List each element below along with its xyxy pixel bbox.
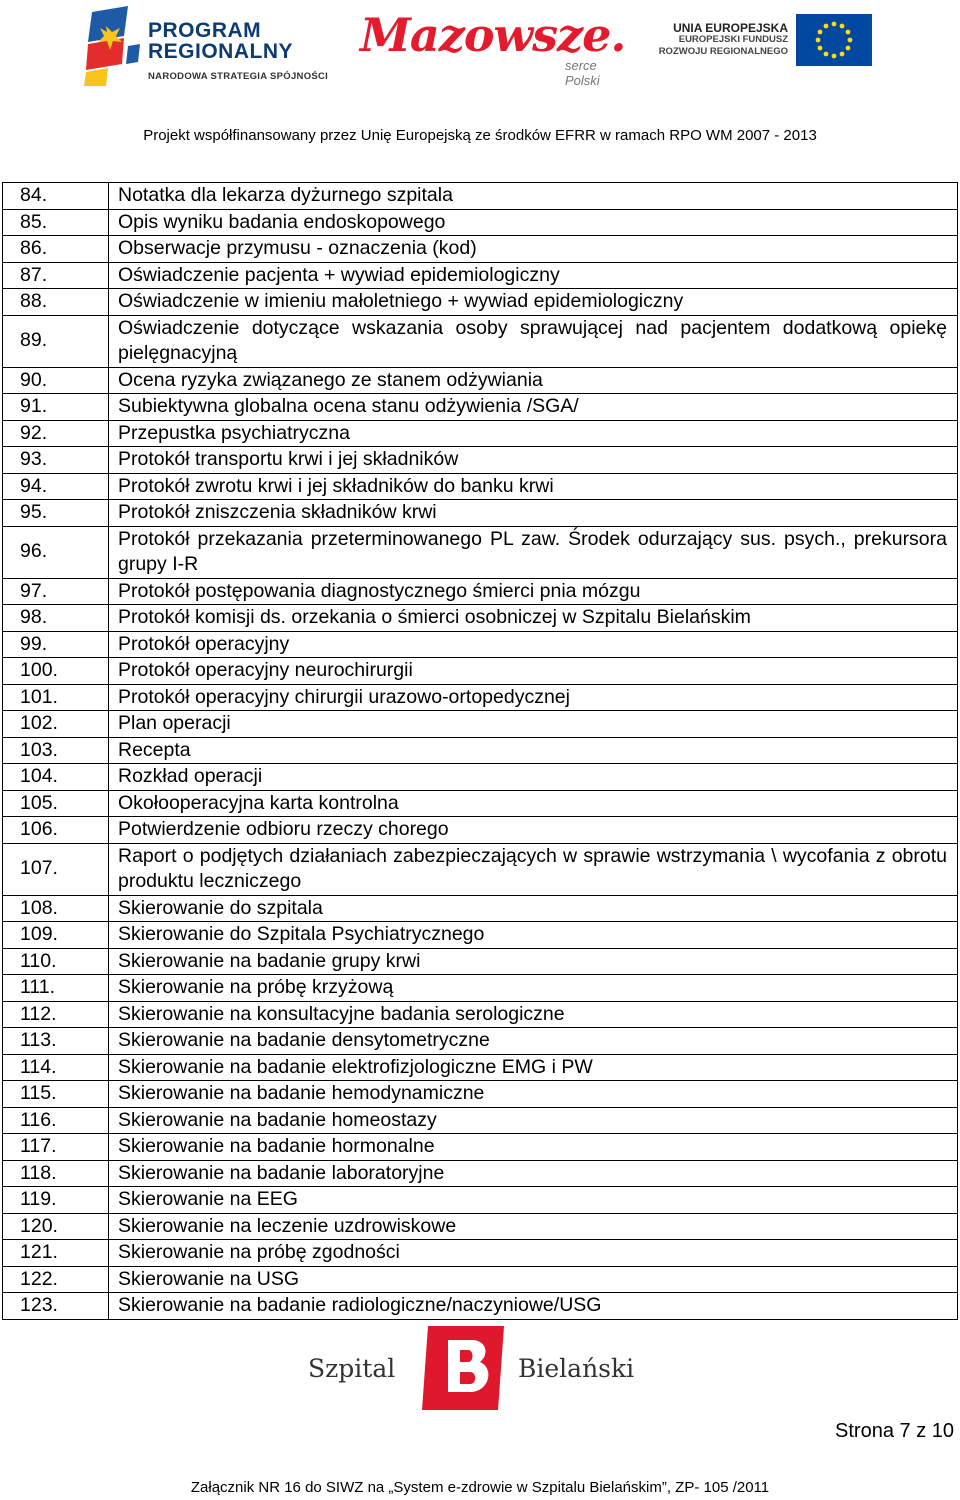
header-logos [0, 0, 960, 110]
row-document-name: Oświadczenie dotyczące wskazania osoby sprawującej nad pacjentem dodatkową opiekę pielęgnacyjną [109, 315, 958, 367]
table-row [3, 711, 958, 738]
szpital-b-mark-icon [418, 1324, 506, 1412]
row-number: 115. [3, 1081, 109, 1108]
table-row [3, 473, 958, 500]
row-number: 92. [3, 420, 109, 447]
table-row [3, 447, 958, 474]
table-row [3, 843, 958, 895]
table-row [3, 289, 958, 316]
row-number: 84. [3, 183, 109, 210]
project-cofinancing-line: Projekt współfinansowany przez Unię Europejską ze środków EFRR w ramach RPO WM 2007 - 2013 [143, 127, 817, 144]
table-row [3, 1266, 958, 1293]
row-document-name: Obserwacje przymusu - oznaczenia (kod) [109, 236, 958, 263]
row-number: 85. [3, 209, 109, 236]
table-row [3, 394, 958, 421]
table-row [3, 500, 958, 527]
table-row [3, 315, 958, 367]
eu-flag-icon [796, 14, 872, 66]
table-row [3, 1240, 958, 1267]
row-number: 98. [3, 605, 109, 632]
row-document-name: Protokół operacyjny chirurgii urazowo-ortopedycznej [109, 684, 958, 711]
table-row [3, 975, 958, 1002]
page-number: Strona 7 z 10 [835, 1420, 954, 1442]
table-row [3, 817, 958, 844]
row-number: 112. [3, 1001, 109, 1028]
row-document-name: Skierowanie na badanie homeostazy [109, 1107, 958, 1134]
eu-line1: UNIA EUROPEJSKA [673, 21, 788, 35]
row-number: 91. [3, 394, 109, 421]
program-regionalny-logo [84, 6, 334, 90]
table-row [3, 526, 958, 578]
row-document-name: Oświadczenie w imieniu małoletniego + wywiad epidemiologiczny [109, 289, 958, 316]
row-number: 120. [3, 1213, 109, 1240]
row-document-name: Przepustka psychiatryczna [109, 420, 958, 447]
row-document-name: Skierowanie na EEG [109, 1187, 958, 1214]
table-row [3, 209, 958, 236]
row-document-name: Skierowanie na USG [109, 1266, 958, 1293]
row-number: 122. [3, 1266, 109, 1293]
table-row [3, 236, 958, 263]
row-document-name: Oświadczenie pacjenta + wywiad epidemiologiczny [109, 262, 958, 289]
eu-logo [656, 12, 876, 72]
row-document-name: Notatka dla lekarza dyżurnego szpitala [109, 183, 958, 210]
row-number: 103. [3, 737, 109, 764]
row-number: 105. [3, 790, 109, 817]
row-number: 93. [3, 447, 109, 474]
row-document-name: Potwierdzenie odbioru rzeczy chorego [109, 817, 958, 844]
row-document-name: Protokół operacyjny [109, 631, 958, 658]
szpital-bielanski-logo [300, 1322, 660, 1417]
footer-note: Załącznik NR 16 do SIWZ na „System e-zdrowie w Szpitalu Bielańskim”, ZP- 105 /2011 [190, 1479, 770, 1496]
row-number: 99. [3, 631, 109, 658]
table-row [3, 764, 958, 791]
table-row [3, 1187, 958, 1214]
row-document-name: Skierowanie na badanie hormonalne [109, 1134, 958, 1161]
row-document-name: Protokół operacyjny neurochirurgii [109, 658, 958, 685]
table-row [3, 367, 958, 394]
table-row [3, 1107, 958, 1134]
table-row [3, 1160, 958, 1187]
row-number: 100. [3, 658, 109, 685]
mazowsze-wordmark: Mazowsze. [360, 8, 626, 62]
table-row [3, 420, 958, 447]
table-row [3, 790, 958, 817]
row-number: 90. [3, 367, 109, 394]
table-row [3, 183, 958, 210]
row-document-name: Skierowanie na badanie densytometryczne [109, 1028, 958, 1055]
mazowsze-logo [360, 8, 626, 88]
row-number: 86. [3, 236, 109, 263]
row-document-name: Skierowanie na badanie grupy krwi [109, 948, 958, 975]
row-number: 107. [3, 843, 109, 895]
row-number: 123. [3, 1293, 109, 1320]
row-number: 87. [3, 262, 109, 289]
row-document-name: Skierowanie na badanie elektrofizjologiczne EMG i PW [109, 1054, 958, 1081]
table-row [3, 1134, 958, 1161]
row-document-name: Opis wyniku badania endoskopowego [109, 209, 958, 236]
eu-line3: ROZWOJU REGIONALNEGO [658, 46, 788, 57]
row-document-name: Skierowanie na próbę zgodności [109, 1240, 958, 1267]
row-number: 117. [3, 1134, 109, 1161]
table-row [3, 578, 958, 605]
row-document-name: Plan operacji [109, 711, 958, 738]
row-number: 95. [3, 500, 109, 527]
row-document-name: Ocena ryzyka związanego ze stanem odżywiania [109, 367, 958, 394]
row-number: 111. [3, 975, 109, 1002]
row-number: 108. [3, 895, 109, 922]
row-number: 89. [3, 315, 109, 367]
row-document-name: Skierowanie na leczenie uzdrowiskowe [109, 1213, 958, 1240]
document-list-table [2, 182, 958, 1320]
row-number: 110. [3, 948, 109, 975]
row-number: 94. [3, 473, 109, 500]
row-document-name: Protokół zniszczenia składników krwi [109, 500, 958, 527]
table-row [3, 1054, 958, 1081]
logo-right-word: Bielański [518, 1354, 635, 1383]
row-number: 109. [3, 922, 109, 949]
table-row [3, 631, 958, 658]
row-number: 119. [3, 1187, 109, 1214]
row-document-name: Protokół przekazania przeterminowanego PL zaw. Środek odurzający sus. psych., prekursora grupy I-R [109, 526, 958, 578]
row-number: 113. [3, 1028, 109, 1055]
table-row [3, 605, 958, 632]
row-document-name: Protokół postępowania diagnostycznego śmierci pnia mózgu [109, 578, 958, 605]
row-number: 101. [3, 684, 109, 711]
table-row [3, 948, 958, 975]
row-number: 96. [3, 526, 109, 578]
table-row [3, 658, 958, 685]
row-document-name: Subiektywna globalna ocena stanu odżywienia /SGA/ [109, 394, 958, 421]
row-document-name: Protokół transportu krwi i jej składników [109, 447, 958, 474]
document-list-body [3, 183, 958, 1320]
eu-line2: EUROPEJSKI FUNDUSZ [678, 34, 788, 45]
program-subtitle: NARODOWA STRATEGIA SPÓJNOŚCI [148, 71, 329, 82]
program-line2: REGIONALNY [148, 40, 294, 63]
row-document-name: Protokół komisji ds. orzekania o śmierci osobniczej w Szpitalu Bielańskim [109, 605, 958, 632]
row-document-name: Raport o podjętych działaniach zabezpieczających w sprawie wstrzymania \ wycofania z obrotu produktu leczniczego [109, 843, 958, 895]
row-number: 116. [3, 1107, 109, 1134]
logo-left-word: Szpital [308, 1354, 396, 1383]
row-number: 121. [3, 1240, 109, 1267]
row-document-name: Recepta [109, 737, 958, 764]
table-row [3, 1293, 958, 1320]
row-number: 114. [3, 1054, 109, 1081]
row-number: 106. [3, 817, 109, 844]
program-line1: PROGRAM [148, 19, 262, 42]
table-row [3, 922, 958, 949]
table-row [3, 737, 958, 764]
row-document-name: Rozkład operacji [109, 764, 958, 791]
row-document-name: Skierowanie do Szpitala Psychiatrycznego [109, 922, 958, 949]
row-document-name: Protokół zwrotu krwi i jej składników do banku krwi [109, 473, 958, 500]
table-row [3, 684, 958, 711]
table-row [3, 1001, 958, 1028]
row-document-name: Skierowanie do szpitala [109, 895, 958, 922]
table-row [3, 895, 958, 922]
row-number: 97. [3, 578, 109, 605]
table-row [3, 1028, 958, 1055]
row-number: 118. [3, 1160, 109, 1187]
table-row [3, 1213, 958, 1240]
row-document-name: Skierowanie na badanie radiologiczne/naczyniowe/USG [109, 1293, 958, 1320]
table-row [3, 262, 958, 289]
row-number: 102. [3, 711, 109, 738]
mazowsze-tagline: serce Polski [565, 58, 600, 88]
row-number: 88. [3, 289, 109, 316]
row-document-name: Okołooperacyjna karta kontrolna [109, 790, 958, 817]
row-number: 104. [3, 764, 109, 791]
row-document-name: Skierowanie na badanie laboratoryjne [109, 1160, 958, 1187]
program-regionalny-emblem-icon [84, 6, 144, 86]
table-row [3, 1081, 958, 1108]
row-document-name: Skierowanie na próbę krzyżową [109, 975, 958, 1002]
row-document-name: Skierowanie na badanie hemodynamiczne [109, 1081, 958, 1108]
row-document-name: Skierowanie na konsultacyjne badania serologiczne [109, 1001, 958, 1028]
